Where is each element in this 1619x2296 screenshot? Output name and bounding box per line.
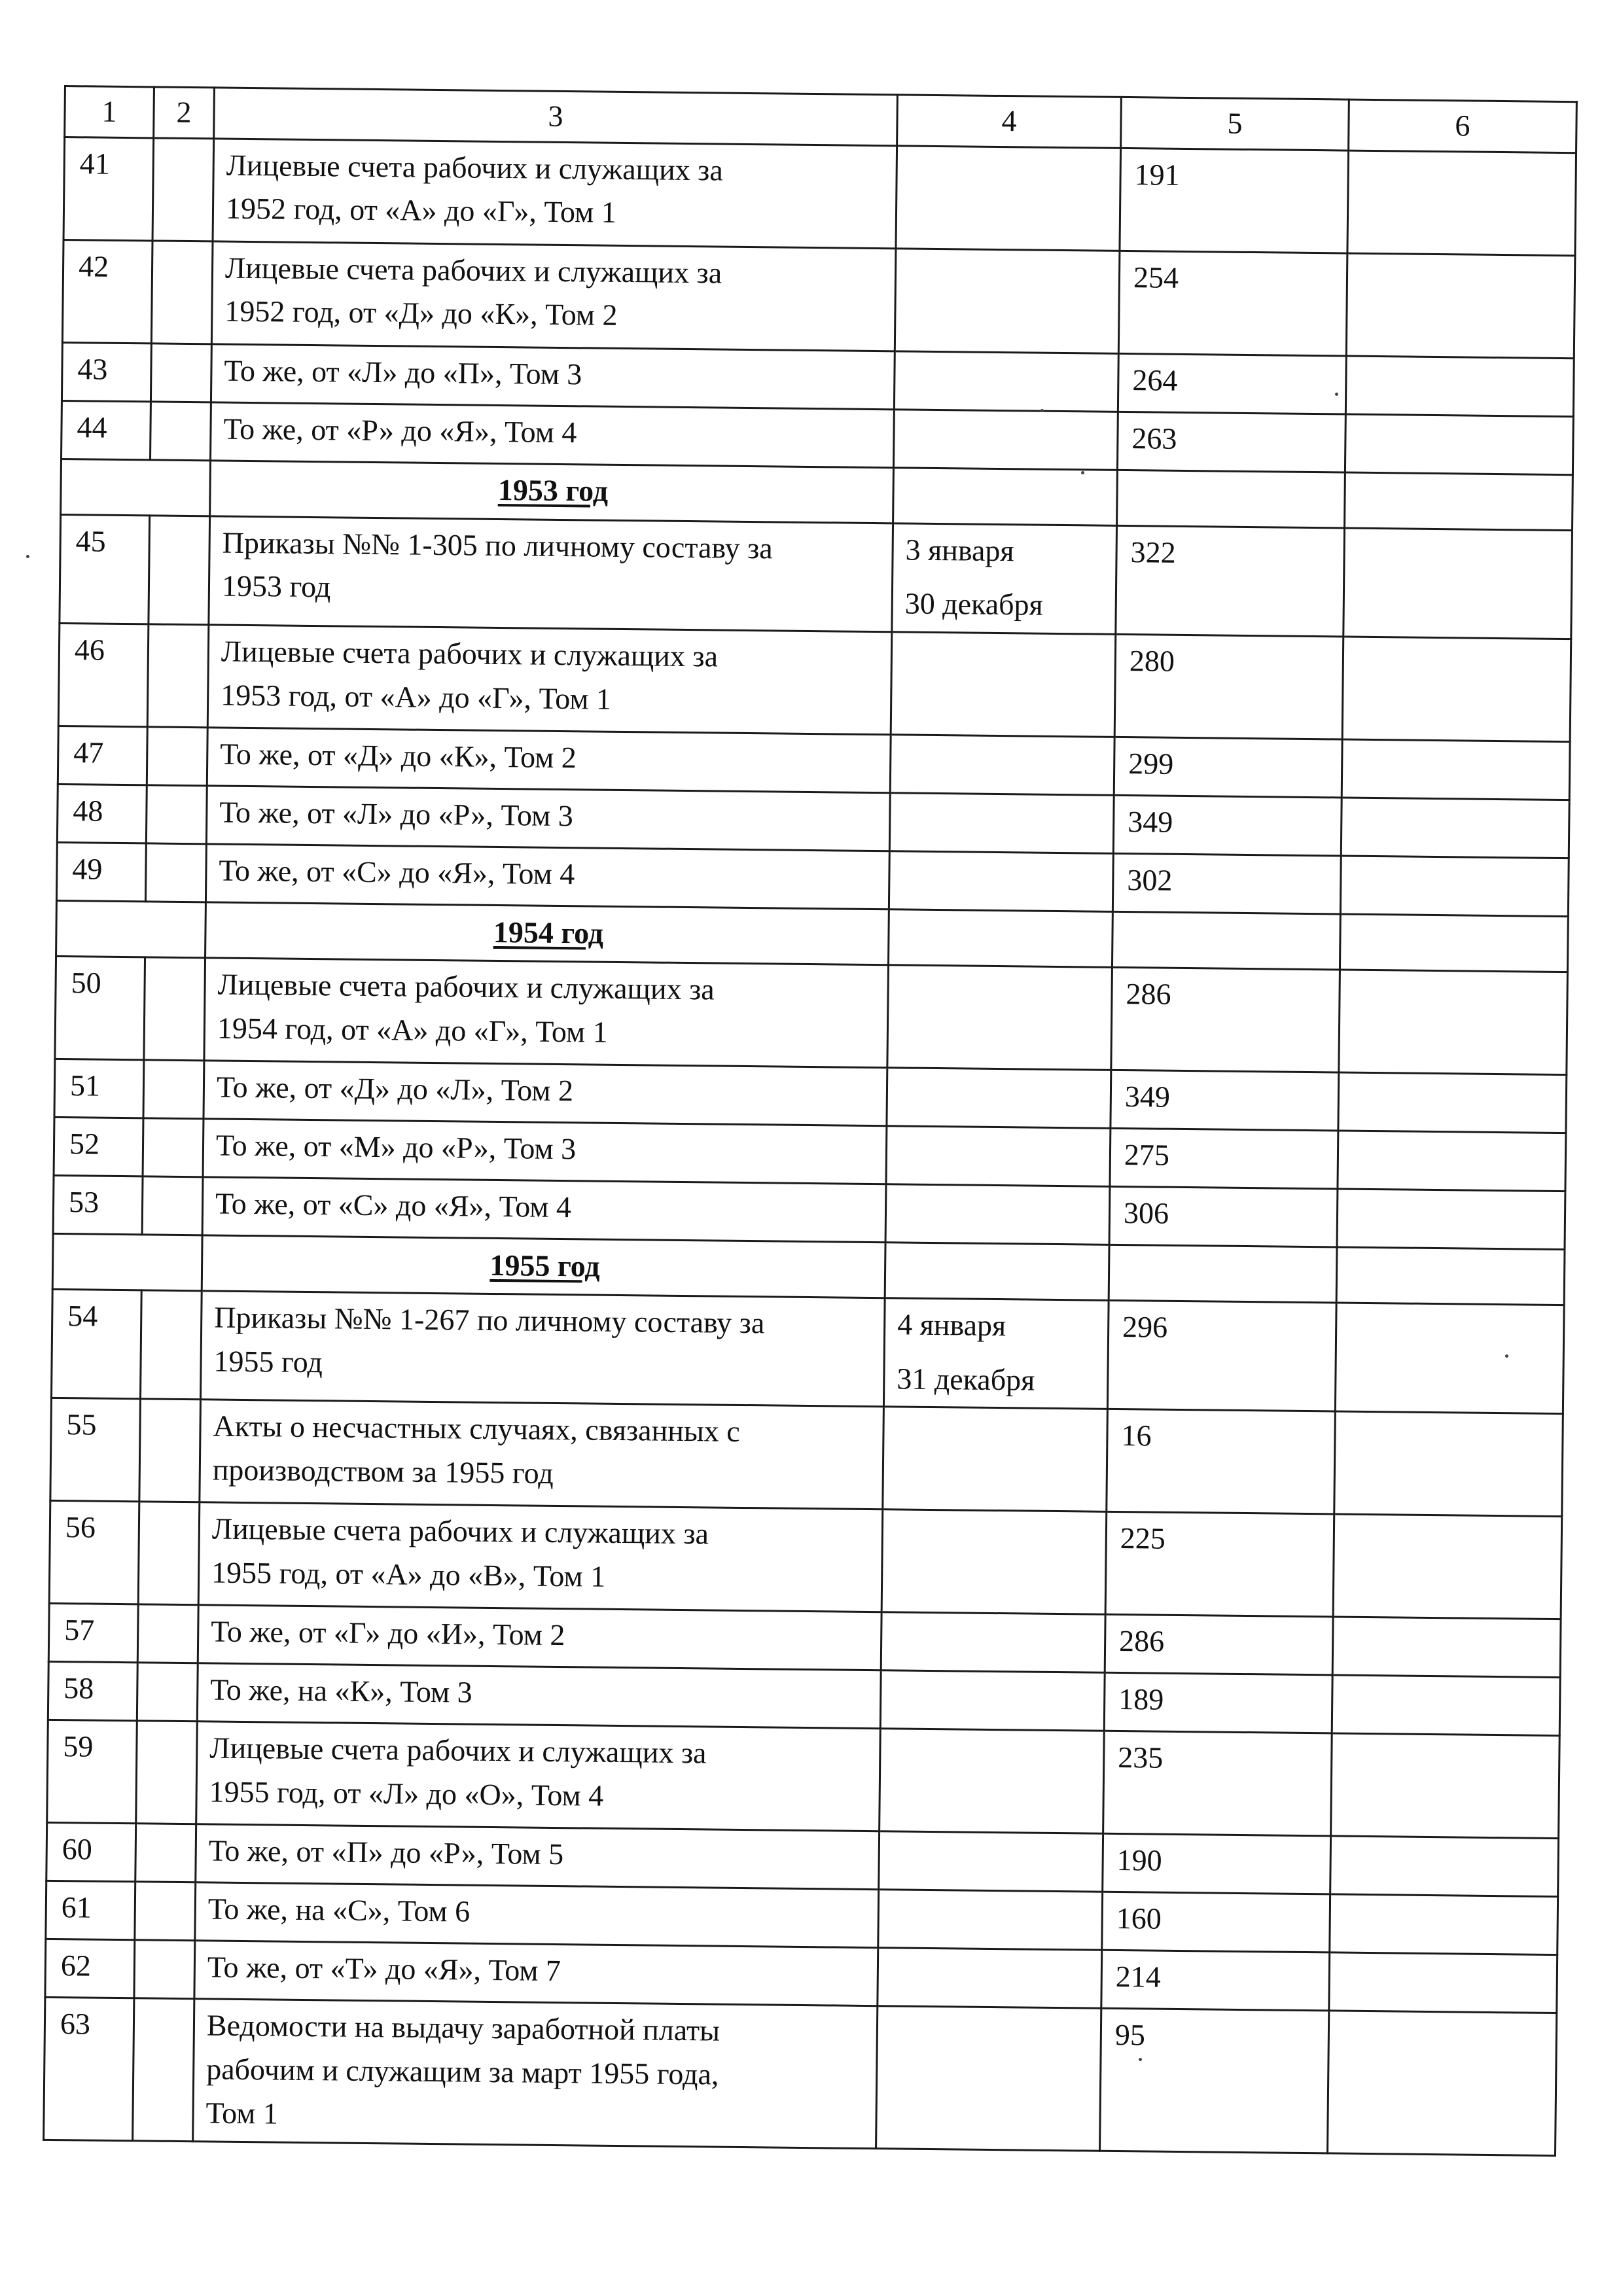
item-sheet-count: 235 (1103, 1731, 1332, 1837)
item-notes (1329, 1952, 1557, 2013)
item-title-line: Лицевые счета рабочих и служащих за (226, 148, 724, 187)
empty-cell (138, 1502, 200, 1605)
empty-cell (52, 1233, 202, 1290)
item-title-line: Том 1 (205, 2096, 279, 2130)
item-dates (890, 735, 1114, 796)
empty-cell (61, 459, 211, 516)
item-sheet-count: 299 (1114, 737, 1342, 798)
empty-cell (151, 241, 213, 344)
item-number: 61 (46, 1881, 135, 1940)
column-header-5: 5 (1121, 97, 1349, 150)
table-row (60, 514, 1573, 639)
item-dates (892, 523, 1117, 634)
table-row (62, 239, 1575, 358)
item-title (211, 402, 895, 468)
item-notes (1342, 739, 1570, 800)
item-title (211, 344, 895, 410)
item-title-line: производством за 1955 год (212, 1453, 554, 1491)
empty-cell (137, 1604, 198, 1663)
empty-cell (146, 785, 207, 844)
item-title (196, 1824, 880, 1890)
item-dates (883, 1298, 1109, 1409)
empty-cell (145, 843, 206, 902)
item-title-line: 1952 год, от «Д» до «К», Том 2 (224, 294, 618, 332)
item-title-line: Лицевые счета рабочих и служащих за (209, 1731, 707, 1770)
item-number: 46 (58, 624, 149, 727)
item-title-line: 1955 год, от «А» до «В», Том 1 (211, 1555, 606, 1593)
item-title-line: То же, от «М» до «Р», Том 3 (215, 1128, 577, 1166)
scan-speck (1505, 1354, 1508, 1358)
table-row (50, 1398, 1563, 1517)
item-dates (895, 249, 1120, 354)
item-sheet-count: 225 (1105, 1512, 1334, 1617)
item-title-line: Лицевые счета рабочих и служащих за (211, 1511, 709, 1551)
item-dates (880, 1670, 1105, 1731)
item-notes (1345, 356, 1574, 417)
year-heading: 1953 год (210, 461, 894, 523)
item-title-line: Приказы №№ 1-305 по личному составу за (222, 525, 773, 565)
item-dates (893, 409, 1118, 470)
item-notes (1333, 1514, 1562, 1619)
item-notes (1331, 1733, 1560, 1839)
item-dates (881, 1510, 1107, 1615)
scan-speck (26, 555, 29, 558)
item-notes (1338, 1131, 1566, 1192)
empty-cell (1117, 470, 1345, 528)
empty-cell (893, 467, 1118, 525)
item-title (198, 1605, 881, 1670)
item-sheet-count: 16 (1107, 1409, 1336, 1515)
item-dates (880, 1729, 1105, 1834)
table-row (47, 1720, 1560, 1839)
item-sheet-count: 263 (1117, 412, 1345, 472)
item-dates (894, 351, 1118, 412)
item-title (207, 625, 892, 735)
item-title-line: То же, от «Л» до «Р», Том 3 (219, 795, 574, 833)
item-sheet-count: 286 (1105, 1615, 1333, 1676)
item-dates (886, 1126, 1111, 1187)
item-notes (1347, 150, 1576, 256)
empty-cell (147, 727, 207, 786)
empty-cell (134, 1940, 195, 1999)
item-title-line: 1953 год, от «А» до «Г», Том 1 (220, 678, 612, 716)
item-dates (891, 632, 1116, 737)
item-notes (1341, 798, 1569, 858)
empty-cell (56, 901, 206, 958)
item-number: 62 (45, 1939, 135, 1998)
item-title-line: То же, на «С», Том 6 (207, 1892, 471, 1929)
item-notes (1330, 1894, 1558, 1955)
item-number: 54 (51, 1289, 141, 1399)
table-row (44, 1998, 1557, 2155)
empty-cell (888, 910, 1112, 968)
empty-cell (147, 624, 209, 728)
item-title (197, 1663, 881, 1729)
item-sheet-count: 296 (1107, 1300, 1336, 1411)
empty-cell (151, 402, 211, 461)
table-row (51, 1289, 1564, 1414)
empty-cell (1345, 472, 1573, 531)
item-title (206, 786, 890, 851)
item-title (193, 1999, 878, 2148)
item-title-line: 1952 год, от «А» до «Г», Том 1 (225, 191, 617, 230)
item-title (198, 1502, 883, 1612)
item-notes (1332, 1617, 1561, 1678)
item-notes (1343, 528, 1573, 639)
item-number: 52 (54, 1117, 143, 1176)
item-notes (1334, 1411, 1563, 1517)
item-notes (1335, 1303, 1564, 1414)
scan-speck (1041, 409, 1044, 412)
scan-speck (1081, 471, 1084, 474)
item-notes (1345, 414, 1573, 475)
item-date: 3 января (905, 533, 1014, 567)
item-number: 53 (53, 1175, 143, 1234)
item-number: 42 (62, 239, 152, 343)
item-date: 30 декабря (904, 586, 1043, 622)
item-dates (876, 2006, 1101, 2151)
item-number: 49 (56, 843, 146, 902)
table-row (49, 1501, 1562, 1619)
item-date: 4 января (897, 1307, 1006, 1343)
empty-cell (135, 1882, 196, 1941)
item-notes (1338, 1072, 1567, 1133)
empty-cell (142, 1176, 203, 1235)
item-dates (885, 1184, 1110, 1245)
column-header-4: 4 (897, 95, 1122, 148)
item-title-line: То же, от «Т» до «Я», Том 7 (207, 1950, 561, 1988)
item-dates (896, 146, 1121, 251)
empty-cell (1340, 914, 1568, 972)
year-heading: 1954 год (205, 902, 889, 965)
item-title-line: Лицевые счета рабочих и служащих за (217, 967, 715, 1006)
item-dates (889, 793, 1114, 854)
item-number: 56 (49, 1501, 139, 1604)
item-dates (878, 1890, 1103, 1951)
item-title (200, 1291, 885, 1407)
item-notes (1339, 970, 1568, 1075)
item-notes (1328, 2011, 1557, 2155)
item-sheet-count: 349 (1113, 795, 1342, 856)
item-title-line: Лицевые счета рабочих и служащих за (221, 634, 719, 673)
empty-cell (151, 344, 211, 402)
item-dates (887, 965, 1112, 1070)
empty-cell (149, 516, 210, 625)
year-heading: 1955 год (202, 1235, 885, 1298)
item-title-line: То же, от «С» до «Я», Том 4 (215, 1186, 572, 1224)
item-title (203, 1119, 887, 1184)
item-sheet-count: 280 (1114, 634, 1343, 739)
item-title-line: Лицевые счета рабочих и служащих за (224, 251, 722, 290)
empty-cell (140, 1290, 202, 1400)
item-dates (881, 1612, 1105, 1673)
item-notes (1337, 1189, 1565, 1250)
item-title (209, 516, 893, 632)
item-title (211, 241, 896, 351)
item-dates (879, 1831, 1103, 1892)
table-row (58, 624, 1571, 742)
item-title-line: 1955 год, от «Л» до «О», Том 4 (209, 1775, 604, 1812)
item-date: 31 декабря (897, 1362, 1035, 1397)
inventory-table (43, 85, 1578, 2157)
item-sheet-count: 190 (1103, 1834, 1331, 1895)
item-number: 57 (48, 1604, 138, 1663)
table-body (44, 137, 1576, 2155)
item-title (195, 1882, 879, 1948)
item-number: 58 (48, 1662, 137, 1721)
item-sheet-count: 306 (1109, 1186, 1338, 1247)
item-title (207, 728, 891, 793)
item-title (205, 844, 889, 910)
item-title-line: То же, от «Л» до «П», Том 3 (224, 353, 582, 391)
empty-cell (135, 1824, 196, 1882)
item-title-line: То же, от «Д» до «Л», Том 2 (216, 1070, 574, 1108)
empty-cell (1109, 1245, 1337, 1303)
item-title-line: 1955 год (213, 1344, 323, 1379)
item-sheet-count: 286 (1111, 967, 1340, 1072)
item-number: 50 (55, 957, 145, 1060)
column-header-3: 3 (214, 88, 898, 146)
item-number: 59 (47, 1720, 137, 1824)
item-number: 51 (54, 1059, 144, 1118)
scan-speck (1139, 2058, 1142, 2061)
item-dates (887, 1068, 1111, 1129)
column-header-6: 6 (1349, 99, 1577, 152)
item-notes (1346, 253, 1575, 359)
item-sheet-count: 322 (1116, 525, 1345, 637)
empty-cell (136, 1721, 198, 1824)
item-title-line: То же, от «Д» до «К», Том 2 (220, 737, 577, 775)
item-number: 44 (62, 400, 151, 459)
item-title (202, 1177, 886, 1243)
item-sheet-count: 254 (1118, 251, 1347, 356)
item-title-line: Приказы №№ 1-267 по личному составу за (214, 1300, 765, 1340)
table-row (55, 957, 1568, 1075)
item-number: 60 (46, 1823, 136, 1882)
item-title (213, 139, 897, 249)
empty-cell (133, 1998, 194, 2141)
item-sheet-count: 95 (1100, 2009, 1329, 2153)
empty-cell (143, 1118, 204, 1177)
empty-cell (137, 1663, 198, 1722)
item-dates (883, 1407, 1108, 1512)
item-title-line: 1953 год (221, 569, 331, 604)
item-sheet-count: 275 (1110, 1128, 1338, 1189)
item-notes (1330, 1836, 1559, 1897)
item-dates (878, 1948, 1102, 2009)
scan-speck (1335, 393, 1338, 396)
item-sheet-count: 160 (1102, 1892, 1330, 1953)
item-title-line: То же, от «Р» до «Я», Том 4 (223, 412, 577, 449)
item-number: 47 (58, 726, 147, 785)
item-sheet-count: 214 (1101, 1951, 1330, 2011)
item-title (196, 1722, 881, 1831)
item-title-line: 1954 год, от «А» до «Г», Том 1 (217, 1011, 608, 1049)
item-dates (889, 851, 1113, 912)
item-notes (1332, 1675, 1560, 1736)
empty-cell (1112, 911, 1340, 970)
column-header-2: 2 (154, 87, 215, 139)
item-title-line: То же, от «П» до «Р», Том 5 (208, 1833, 564, 1871)
item-title-line: То же, от «Г» до «И», Том 2 (210, 1614, 565, 1652)
item-title-line: Ведомости на выдачу заработной платы (206, 2008, 721, 2048)
column-header-1: 1 (65, 86, 154, 138)
item-title (200, 1400, 884, 1510)
empty-cell (152, 138, 214, 241)
item-sheet-count: 302 (1112, 853, 1341, 914)
item-sheet-count: 191 (1120, 148, 1349, 253)
item-title-line: То же, на «К», Том 3 (210, 1672, 472, 1710)
item-sheet-count: 349 (1111, 1070, 1339, 1131)
empty-cell (139, 1399, 201, 1502)
item-number: 45 (60, 514, 150, 624)
empty-cell (144, 957, 205, 1061)
item-notes (1342, 637, 1571, 742)
item-number: 55 (50, 1398, 141, 1502)
item-sheet-count: 189 (1104, 1673, 1332, 1734)
empty-cell (1336, 1247, 1565, 1305)
empty-cell (143, 1060, 204, 1119)
inventory-sheet (43, 85, 1576, 2157)
table-row (63, 137, 1576, 255)
empty-cell (885, 1243, 1109, 1301)
item-number: 48 (57, 785, 147, 843)
item-title-line: То же, от «С» до «Я», Том 4 (219, 853, 575, 891)
item-sheet-count: 264 (1118, 353, 1346, 414)
item-title (204, 958, 889, 1068)
item-number: 43 (62, 342, 151, 401)
item-title (204, 1061, 887, 1126)
item-title-line: рабочим и служащим за март 1955 года, (205, 2052, 719, 2091)
item-notes (1340, 856, 1569, 917)
item-number: 41 (63, 137, 154, 240)
item-title (194, 1941, 878, 2006)
item-title-line: Акты о несчастных случаях, связанных с (213, 1409, 740, 1449)
item-number: 63 (44, 1998, 134, 2140)
